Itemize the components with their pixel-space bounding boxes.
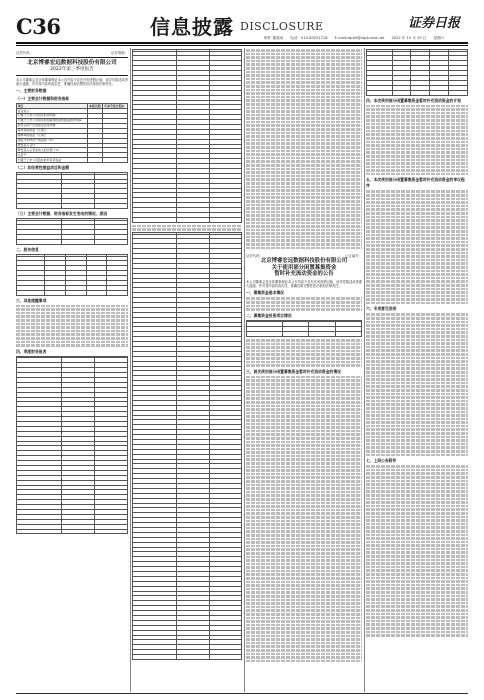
column-3 [246,48,362,692]
section-heading: （二）非经常性损益项目和金额 [16,165,70,171]
table-header: 本报告期 [88,104,103,109]
section-heading: 三、前次使用部分闲置募集资金暂时补充流动资金的情况 [246,368,341,374]
column-divider [130,48,131,692]
stock-code-label: 证券代码： [16,51,33,55]
section-heading: （一）主要会计数据和财务指标 [16,96,70,102]
section-title-cn: 信息披露 [150,15,234,39]
column-4 [366,48,468,692]
editor-label: 制作 董春雨 [264,36,284,40]
section-heading: 四、本次使用部分闲置募集资金暂时补充流动资金的计划 [366,97,461,103]
masthead-rule-thin [16,45,468,46]
table-row [247,332,362,337]
email-label: E-mail:zqrb9@zqrb.sina.net [334,36,385,40]
section-heading: 四、季度财务报表 [16,348,47,354]
masthead-rule [16,42,468,44]
table-header: 项目 [17,104,88,109]
column-divider [244,48,245,692]
notice-company: 北京博睿宏远数据科技股份有限公司 [260,258,348,265]
stock-name-label: 证券简称： [111,51,128,55]
stock-code-label: 证券代码： [246,254,263,259]
table-header: 年初至报告期末 [103,104,128,109]
section-heading: 一、主要财务数据 [16,88,47,94]
masthead [0,0,484,46]
table-row [17,240,128,245]
shareholder-table [16,254,128,296]
announcement-no-label: 公告编号： [345,254,362,259]
section-heading: 五、本次使用部分闲置募集资金暂时补充流动资金的审议程序 [366,177,465,189]
table-row [133,655,242,660]
date-label: 2022 年 10 月 29 日 [391,36,427,40]
table-row: 总资产 [17,153,128,158]
fund-project-table [246,320,362,337]
table-row: 研发投入合计 [17,143,128,148]
table-row: 营业收入 [17,109,128,114]
company-name: 北京博睿宏远数据科技股份有限公司 [27,60,117,66]
fund-usage-table [366,49,468,96]
table-row: 归属于上市公司股东的净利润 [17,114,128,119]
section-title-en: DISCLOSURE [240,20,324,33]
masthead-meta [264,36,450,41]
table-row: 稀释每股收益（元/股） [17,133,128,138]
newspaper-logo: 证券日报 [408,16,461,31]
notice-title-line-2: 暂时补充流动资金的公告 [274,271,334,278]
section-heading: 二、股东信息 [16,246,39,252]
income-statement-table [132,232,242,660]
section-heading: 三、其他提醒事项 [16,297,47,303]
phone-label: 电话：010-83251716 [290,36,328,40]
table-row [17,290,128,295]
table-row: 归属于上市公司股东的所有者权益 [17,158,128,163]
table-row: 研发投入占营业收入的比例（%） [17,148,128,153]
section-heading: （三）主要会计数据、财务指标发生变动的情况、原因 [16,210,108,216]
table-row [367,90,468,95]
notice-header [246,253,362,278]
table-row [17,529,128,534]
article-header [16,50,128,76]
page-number: C36 [16,14,61,39]
disclaimer-text: 本公司董事会及全体董事保证本公告内容不存在任何虚假记载、误导性陈述或者重大遗漏，并对其内容的真实性、准确性和完整性依法承担法律责任。 [16,78,128,86]
section-heading: 二、募集资金投资项目情况 [246,312,292,318]
nonrecurring-table [16,172,128,209]
table-row: 基本每股收益（元/股） [17,128,128,133]
disclaimer-text: 本公司董事会及全体董事保证本公告内容不存在任何虚假记载、误导性陈述或者重大遗漏，并对其内容的真实性、准确性和完整性依法承担法律责任。 [246,280,362,288]
financial-table [16,103,128,163]
section-heading: 七、上网公告附件 [366,458,397,464]
footer-rule [16,693,468,694]
change-table [16,218,128,245]
table-row: 归属于上市公司股东的扣除非经常性损益的净利润 [17,119,128,124]
table-row: 经营活动产生的现金流量净额 [17,123,128,128]
notice-title-line-1: 关于使用部分闲置募集资金 [271,264,337,271]
weekday-label: 星期六 [433,36,445,40]
balance-sheet-table [16,356,128,535]
table-row [133,217,242,222]
column-1 [16,48,128,692]
column-divider [364,48,365,692]
table-row [17,204,128,209]
section-heading: 六、专项意见说明 [366,306,397,312]
report-title: 2022年第三季度报告 [50,67,94,72]
balance-sheet-table-continued [132,49,242,223]
table-row: 加权平均净资产收益率（%） [17,138,128,143]
column-2 [132,48,242,692]
section-heading: 一、募集资金基本情况 [246,290,284,296]
